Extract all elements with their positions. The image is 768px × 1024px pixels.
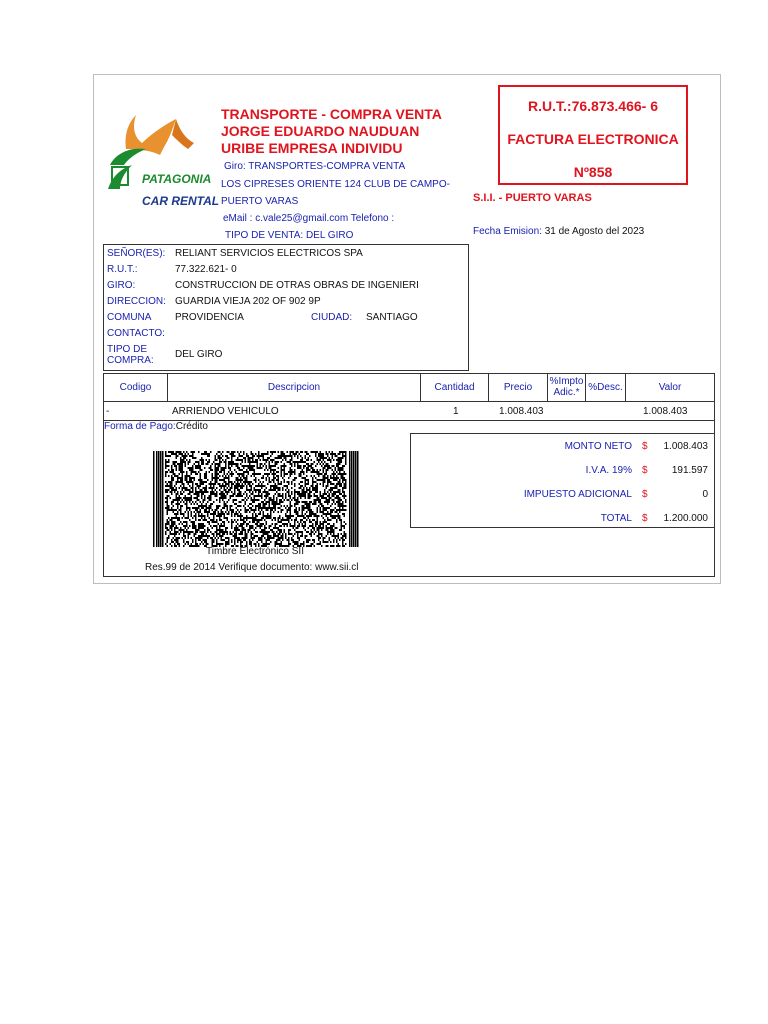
client-comuna-label: COMUNA xyxy=(107,312,152,323)
col-header-codigo: Codigo xyxy=(104,374,168,401)
emitter-email-phone: eMail : c.vale25@gmail.com Telefono : xyxy=(223,213,395,224)
emitter-name-line-1: TRANSPORTE - COMPRA VENTA xyxy=(221,106,442,122)
document-type: FACTURA ELECTRONICA xyxy=(507,131,679,147)
logo-text-2: CAR RENTAL xyxy=(142,194,220,208)
row-cantidad: 1 xyxy=(453,406,459,417)
client-direccion-label: DIRECCION: xyxy=(107,296,166,307)
total-final-label: TOTAL xyxy=(600,513,632,524)
client-giro-label: GIRO: xyxy=(107,280,136,291)
total-adicional-currency: $ xyxy=(642,489,648,500)
company-logo xyxy=(106,105,222,215)
total-iva-label: I.V.A. 19% xyxy=(585,465,632,476)
client-rut-label: R.U.T.: xyxy=(107,264,138,275)
payment-method xyxy=(104,421,208,433)
col-header-impto-line-2: Adic.* xyxy=(553,387,580,398)
total-neto-currency: $ xyxy=(642,441,648,452)
col-header-valor: Valor xyxy=(658,382,682,393)
document-id-box xyxy=(498,85,688,185)
emitter-name-line-3: URIBE EMPRESA INDIVIDU xyxy=(221,140,403,156)
emitter-address-2: PUERTO VARAS xyxy=(221,196,299,207)
total-neto-value: 1.008.403 xyxy=(663,441,708,452)
logo-text-1: PATAGONIA xyxy=(142,172,212,186)
client-info-box xyxy=(103,244,469,371)
col-header-desc: %Desc. xyxy=(586,374,626,401)
client-senores-value: RELIANT SERVICIOS ELECTRICOS SPA xyxy=(175,248,363,259)
client-ciudad-label: CIUDAD: xyxy=(311,312,353,323)
sii-office: S.I.I. - PUERTO VARAS xyxy=(473,192,592,204)
client-comuna-value: PROVIDENCIA xyxy=(175,312,244,323)
client-tipo-value: DEL GIRO xyxy=(175,349,223,360)
electronic-stamp-barcode xyxy=(153,451,359,547)
row-valor: 1.008.403 xyxy=(643,406,688,417)
document-number: Nº858 xyxy=(573,164,613,180)
totals-box xyxy=(410,433,715,528)
header-divider xyxy=(104,401,714,402)
total-neto-label: MONTO NETO xyxy=(564,441,632,452)
emitter-name-line-2: JORGE EDUARDO NAUDUAN xyxy=(221,123,420,139)
total-final-currency: $ xyxy=(642,513,648,524)
client-contacto-label: CONTACTO: xyxy=(107,328,165,339)
col-header-precio: Precio xyxy=(489,374,548,401)
emission-date xyxy=(473,226,644,237)
col-header-cantidad: Cantidad xyxy=(421,374,489,401)
col-header-impto-line-1: %Impto xyxy=(549,376,584,387)
client-rut-value: 77.322.621- 0 xyxy=(175,264,237,275)
emitter-address-1: LOS CIPRESES ORIENTE 124 CLUB DE CAMPO- xyxy=(221,179,450,190)
emitter-giro: Giro: TRANSPORTES-COMPRA VENTA xyxy=(224,161,406,172)
emission-date-label: Fecha Emision: xyxy=(473,226,542,237)
total-iva-currency: $ xyxy=(642,465,648,476)
client-tipo-label-1: TIPO DE xyxy=(107,344,148,355)
payment-label: Forma de Pago: xyxy=(104,421,176,432)
total-adicional-value: 0 xyxy=(702,489,708,500)
total-adicional-label: IMPUESTO ADICIONAL xyxy=(523,489,632,500)
total-final-value: 1.200.000 xyxy=(663,513,708,524)
emitter-sale-type: TIPO DE VENTA: DEL GIRO xyxy=(225,230,354,241)
document-rut: R.U.T.:76.873.466- 6 xyxy=(528,98,658,114)
client-direccion-value: GUARDIA VIEJA 202 OF 902 9P xyxy=(175,296,321,307)
payment-value: Crédito xyxy=(175,421,208,432)
row-descripcion: ARRIENDO VEHICULO xyxy=(172,406,279,417)
emission-date-value: 31 de Agosto del 2023 xyxy=(544,226,645,237)
row-codigo: - xyxy=(106,406,110,417)
stamp-caption: Timbre Electrónico SII xyxy=(206,546,304,557)
stamp-resolution: Res.99 de 2014 Verifique documento: www.sii.cl xyxy=(145,562,359,573)
invoice-page xyxy=(93,74,721,584)
client-giro-value: CONSTRUCCION DE OTRAS OBRAS DE INGENIERI xyxy=(175,280,419,291)
total-iva-value: 191.597 xyxy=(671,465,708,476)
client-senores-label: SEÑOR(ES): xyxy=(107,248,166,259)
col-header-descripcion: Descripcion xyxy=(168,374,421,401)
row-precio: 1.008.403 xyxy=(499,406,544,417)
client-tipo-label-2: COMPRA: xyxy=(107,355,154,366)
col-header-impto xyxy=(548,374,586,401)
client-ciudad-value: SANTIAGO xyxy=(366,312,418,323)
